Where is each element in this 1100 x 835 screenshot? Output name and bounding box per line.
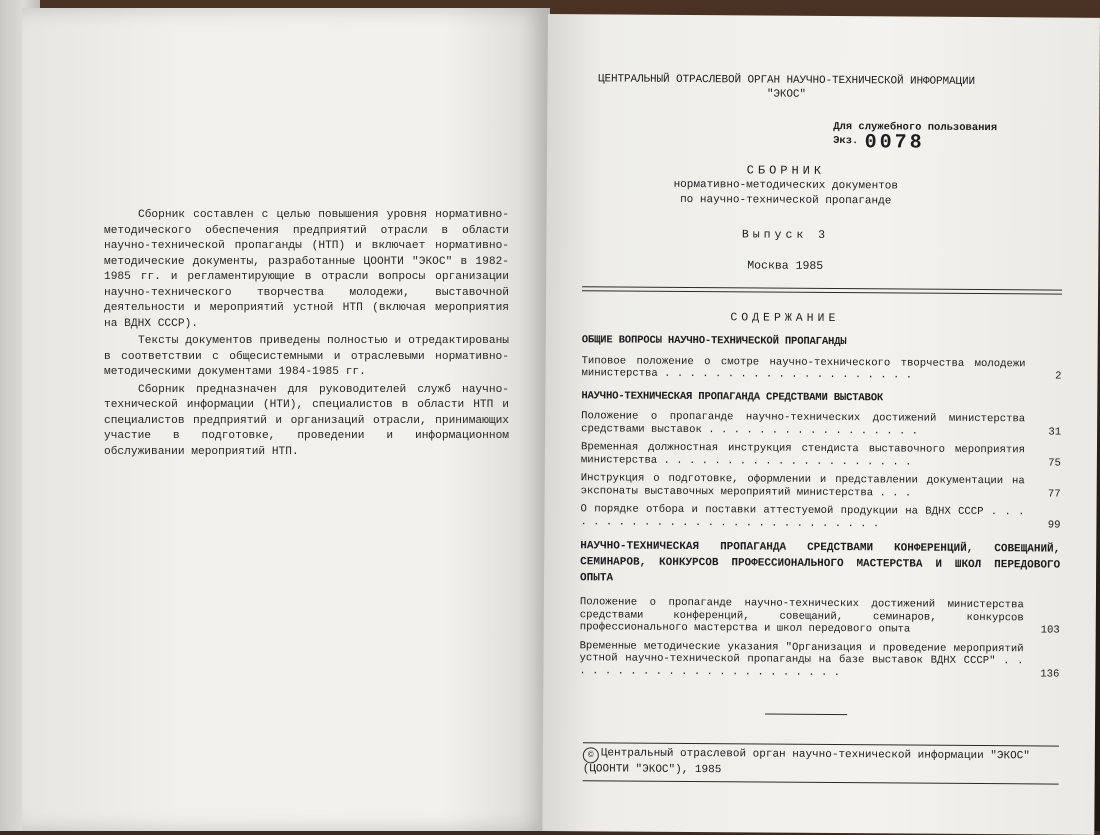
toc-entry-page: 103 [1040, 624, 1060, 637]
collection-title-block [591, 162, 981, 210]
publisher-short-name: "ЭКОС" [766, 88, 806, 101]
annotation-paragraph-3: Сборник предназначен для руководителей служб научно-технической информации (НТИ), специалистов в области НТП и специалистов предприятий и организаций отрасли, принимающих участие в подготовке, проведении и информационном обслуживании мероприятий НТП. [104, 383, 509, 458]
issue-label: Выпуск 3 [741, 228, 830, 242]
toc-entry-title: Временная должностная инструкция стендиста выставочного мероприятия министерства . . . . . . . . . . . . . . . . . . . . [580, 441, 1026, 469]
collection-title: СБОРНИК [746, 163, 826, 178]
toc-entry [581, 410, 1061, 438]
stamp-copy-number: 0078 [864, 131, 925, 155]
toc-entry-page: 75 [1048, 457, 1061, 470]
collection-subtitle-1: нормативно-методических документов [673, 178, 899, 193]
toc-entry [580, 503, 1060, 531]
toc-entry-page: 31 [1048, 426, 1062, 439]
toc-entry-page: 136 [1040, 667, 1060, 681]
toc-entry [580, 596, 1060, 637]
issue-number [590, 226, 980, 244]
toc-entry-page: 77 [1047, 488, 1061, 501]
separator-line [765, 714, 847, 716]
publisher-header [591, 72, 981, 103]
right-page [542, 14, 1100, 835]
collection-subtitle-2: по научно-технической пропаганде [680, 193, 892, 208]
toc-entry-title: Типовое положение о смотре научно-технического творчества молодежи министерства . . . . . . . . . . . . . . . . . . . . [581, 354, 1026, 382]
toc-entry-page: 99 [1047, 519, 1061, 532]
copyright-icon: © [583, 747, 599, 763]
annotation-paragraph-2: Тексты документов приведены полностью и отредактированы в соответствии с общесистемными и отраслевыми нормативно-методическими документами 1984-1985 гг. [104, 335, 509, 378]
toc-entry-title: Положение о пропаганде научно-технических достижений министерства средствами выставок . . . . . . . . . . . . . . . . . [581, 410, 1026, 438]
left-page [22, 8, 550, 831]
toc-title: СОДЕРЖАНИЕ [730, 311, 840, 326]
toc-entry-title: О порядке отбора и поставки аттестуемой продукции на ВДНХ СССР . . . . . . . . . . . . . . . . . . . . . . . . . . . [580, 503, 1025, 530]
stamp-copy-label: Экз. [833, 134, 859, 148]
toc-entry [581, 355, 1061, 383]
toc-entry-page: 2 [1055, 370, 1062, 383]
publisher-name: ЦЕНТРАЛЬНЫЙ ОТРАСЛЕВОЙ ОРГАН НАУЧНО-ТЕХНИЧЕСКОЙ ИНФОРМАЦИИ [597, 73, 976, 88]
annotation-text [104, 208, 509, 462]
toc-entry [581, 441, 1061, 469]
restriction-stamp [833, 120, 1023, 155]
toc-entry [581, 472, 1061, 500]
toc-entry-title: Инструкция о подготовке, оформлении и представлении документации на экспонаты выставочных мероприятий министерства . . . [580, 472, 1025, 500]
toc-section-title: НАУЧНО-ТЕХНИЧЕСКАЯ ПРОПАГАНДА СРЕДСТВАМИ КОНФЕРЕНЦИЙ, СОВЕЩАНИЙ, СЕМИНАРОВ, КОНКУРСОВ ПРОФЕССИОНАЛЬНОГО МАСТЕРСТВА И ШКОЛ ПЕРЕДОВОГО ОПЫТА [580, 540, 1061, 585]
copyright-text: Центральный отраслевой орган научно-технической информации "ЭКОС" (ЦООНТИ "ЭКОС"), 1985 [582, 747, 1030, 777]
stamp-label: Для служебного пользования [833, 120, 998, 135]
toc-section-title: ОБЩИЕ ВОПРОСЫ НАУЧНО-ТЕХНИЧЕСКОЙ ПРОПАГАНДЫ [581, 334, 847, 349]
double-rule-bottom [582, 290, 1062, 294]
table-of-contents [579, 330, 1061, 686]
toc-entry-title: Временные методические указания "Организация и проведение мероприятий устной научно-технической пропаганды на базе выставок ВДНХ СССР" . . . . . . . . . . . . . . . . . . . . . . . [579, 639, 1024, 679]
annotation-paragraph-1: Сборник составлен с целью повышения уровня нормативно-методического обеспечения предприятий отрасли в области научно-технической пропаганды (НТП) и включает нормативно-методические документы, разработанные ЦООНТИ "ЭКОС" в 1982-1985 гг. и регламентирующие в отрасли вопросы организации научно-технического творчества молодежи, выставочной деятельности и мероприятий устной НТП (включая мероприятия на ВДНХ СССР). [104, 209, 509, 330]
copyright-notice [583, 742, 1059, 784]
toc-entry [579, 640, 1059, 681]
toc-entry-title: Положение о пропаганде научно-технических достижений министерства средствами конференций, совещаний, семинаров, конкурсов профессионального мастерства и школ передового опыта [579, 596, 1024, 636]
toc-section-title: НАУЧНО-ТЕХНИЧЕСКАЯ ПРОПАГАНДА СРЕДСТВАМИ ВЫСТАВОК [581, 389, 884, 404]
place-year: Москва 1985 [747, 259, 824, 273]
